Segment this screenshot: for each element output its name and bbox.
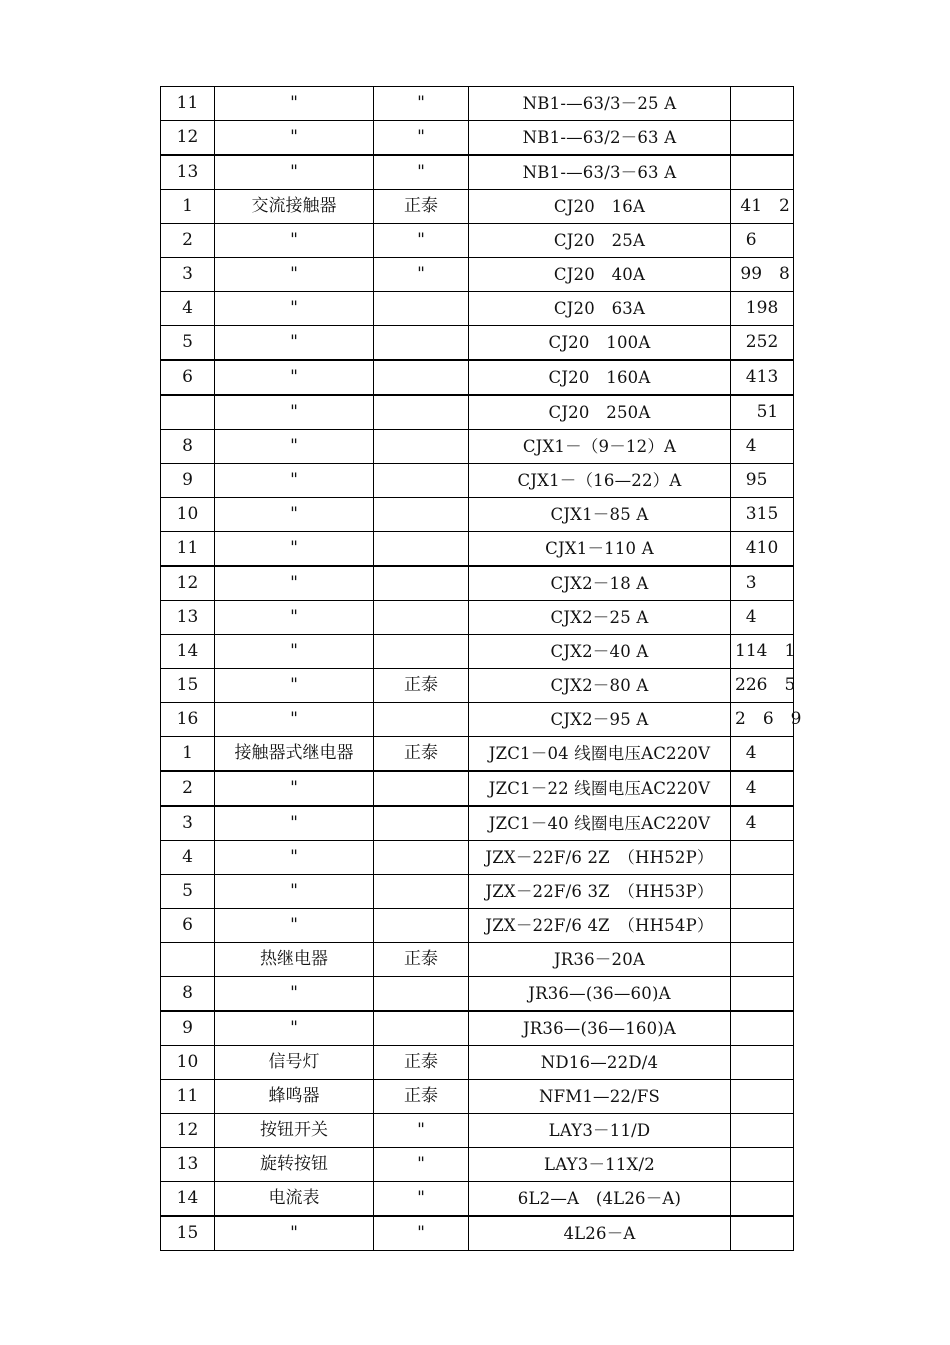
cell-brand xyxy=(374,635,469,669)
cell-brand: 正泰 xyxy=(374,1046,469,1080)
cell-brand: " xyxy=(374,87,469,121)
cell-brand xyxy=(374,360,469,395)
cell-brand xyxy=(374,977,469,1012)
cell-model: NFM1—22/FS xyxy=(469,1080,731,1114)
cell-brand xyxy=(374,601,469,635)
cell-model: CJ20 100A xyxy=(469,326,731,361)
cell-no: 2 xyxy=(161,771,215,806)
cell-no: 8 xyxy=(161,430,215,464)
table-row xyxy=(161,190,794,224)
table-row xyxy=(161,635,794,669)
table-row xyxy=(161,1182,794,1217)
table-row xyxy=(161,532,794,567)
table-row xyxy=(161,703,794,737)
cell-brand xyxy=(374,1011,469,1046)
cell-qty xyxy=(731,292,794,326)
cell-brand xyxy=(374,326,469,361)
table-row xyxy=(161,1046,794,1080)
cell-name: " xyxy=(215,292,374,326)
cell-no: 6 xyxy=(161,909,215,943)
document-sheet xyxy=(160,86,802,1251)
cell-model: CJX2－80 A xyxy=(469,669,731,703)
cell-brand xyxy=(374,464,469,498)
cell-no xyxy=(161,943,215,977)
table-row xyxy=(161,1148,794,1182)
table-row xyxy=(161,360,794,395)
table-row xyxy=(161,841,794,875)
cell-brand: " xyxy=(374,1114,469,1148)
cell-model: CJ20 25A xyxy=(469,224,731,258)
cell-qty-text: 226 5 xyxy=(735,675,796,695)
cell-name: " xyxy=(215,326,374,361)
cell-model: CJX1－85 A xyxy=(469,498,731,532)
cell-qty xyxy=(731,1080,794,1114)
cell-no: 9 xyxy=(161,1011,215,1046)
table-row xyxy=(161,224,794,258)
cell-model: JZX－22F/6 2Z （HH52P） xyxy=(469,841,731,875)
table-row xyxy=(161,395,794,430)
cell-brand: 正泰 xyxy=(374,669,469,703)
cell-no: 10 xyxy=(161,498,215,532)
cell-qty-text: 252 xyxy=(735,332,779,352)
cell-model: LAY3－11/D xyxy=(469,1114,731,1148)
cell-qty-text: 41 2 xyxy=(735,196,790,216)
cell-qty xyxy=(731,1011,794,1046)
table-row xyxy=(161,430,794,464)
cell-qty xyxy=(731,566,794,601)
cell-name: " xyxy=(215,87,374,121)
cell-no: 6 xyxy=(161,360,215,395)
cell-name: " xyxy=(215,430,374,464)
cell-qty-text: 315 xyxy=(735,504,779,524)
cell-model: CJX2－18 A xyxy=(469,566,731,601)
cell-name: " xyxy=(215,601,374,635)
cell-qty xyxy=(731,121,794,156)
cell-qty xyxy=(731,464,794,498)
cell-qty xyxy=(731,498,794,532)
cell-model: ND16—22D/4 xyxy=(469,1046,731,1080)
cell-name: " xyxy=(215,806,374,841)
cell-qty xyxy=(731,1046,794,1080)
cell-brand: 正泰 xyxy=(374,1080,469,1114)
cell-name: " xyxy=(215,155,374,190)
cell-qty xyxy=(731,430,794,464)
cell-qty xyxy=(731,737,794,772)
cell-qty xyxy=(731,1216,794,1251)
cell-no: 1 xyxy=(161,737,215,772)
cell-name: " xyxy=(215,909,374,943)
cell-name: " xyxy=(215,771,374,806)
cell-brand: " xyxy=(374,1216,469,1251)
cell-model: CJ20 40A xyxy=(469,258,731,292)
cell-brand xyxy=(374,566,469,601)
cell-qty xyxy=(731,771,794,806)
cell-model: JR36—(36—60)A xyxy=(469,977,731,1012)
cell-no: 12 xyxy=(161,121,215,156)
cell-model: JZX－22F/6 3Z （HH53P） xyxy=(469,875,731,909)
cell-name: 交流接触器 xyxy=(215,190,374,224)
table-row xyxy=(161,258,794,292)
table-row xyxy=(161,875,794,909)
cell-brand xyxy=(374,875,469,909)
cell-qty xyxy=(731,224,794,258)
cell-brand: " xyxy=(374,1182,469,1217)
cell-name: " xyxy=(215,395,374,430)
cell-name: " xyxy=(215,635,374,669)
cell-model: CJX2－95 A xyxy=(469,703,731,737)
cell-no: 15 xyxy=(161,1216,215,1251)
cell-no: 5 xyxy=(161,326,215,361)
cell-qty-text: 4 xyxy=(735,436,757,456)
parts-table xyxy=(160,86,802,1251)
cell-no: 5 xyxy=(161,875,215,909)
table-row xyxy=(161,601,794,635)
cell-model: CJ20 160A xyxy=(469,360,731,395)
cell-qty xyxy=(731,875,794,909)
table-row xyxy=(161,943,794,977)
cell-qty xyxy=(731,909,794,943)
table-row xyxy=(161,292,794,326)
table-row xyxy=(161,87,794,121)
cell-name: " xyxy=(215,1216,374,1251)
cell-brand xyxy=(374,703,469,737)
table-row xyxy=(161,771,794,806)
cell-name: " xyxy=(215,464,374,498)
cell-qty xyxy=(731,395,794,430)
cell-name: " xyxy=(215,669,374,703)
cell-model: CJX2－40 A xyxy=(469,635,731,669)
cell-no xyxy=(161,395,215,430)
cell-model: JR36－20A xyxy=(469,943,731,977)
cell-name: " xyxy=(215,121,374,156)
cell-model: JR36—(36—160)A xyxy=(469,1011,731,1046)
cell-name: " xyxy=(215,566,374,601)
cell-model: CJ20 63A xyxy=(469,292,731,326)
cell-no: 3 xyxy=(161,258,215,292)
cell-name: " xyxy=(215,977,374,1012)
cell-no: 14 xyxy=(161,635,215,669)
cell-no: 13 xyxy=(161,1148,215,1182)
cell-qty xyxy=(731,703,802,737)
table-row xyxy=(161,566,794,601)
cell-model: JZC1－04 线圈电压AC220V xyxy=(469,737,731,772)
cell-model: JZC1－40 线圈电压AC220V xyxy=(469,806,731,841)
cell-model: 4L26－A xyxy=(469,1216,731,1251)
cell-qty xyxy=(731,1114,794,1148)
table-row xyxy=(161,909,794,943)
cell-qty xyxy=(731,1182,794,1217)
cell-brand xyxy=(374,430,469,464)
cell-model: LAY3－11X/2 xyxy=(469,1148,731,1182)
cell-name: " xyxy=(215,498,374,532)
table-row xyxy=(161,977,794,1012)
cell-model: CJX1－（16—22）A xyxy=(469,464,731,498)
table-row xyxy=(161,1011,794,1046)
cell-brand xyxy=(374,395,469,430)
cell-brand xyxy=(374,841,469,875)
cell-model: CJ20 16A xyxy=(469,190,731,224)
cell-model: NB1-—63/3－25 A xyxy=(469,87,731,121)
cell-name: 蜂鸣器 xyxy=(215,1080,374,1114)
cell-name: " xyxy=(215,258,374,292)
cell-qty-text: 4 xyxy=(735,607,757,627)
cell-qty xyxy=(731,190,794,224)
cell-no: 11 xyxy=(161,87,215,121)
cell-qty xyxy=(731,601,794,635)
cell-brand: 正泰 xyxy=(374,737,469,772)
cell-no: 8 xyxy=(161,977,215,1012)
cell-brand: " xyxy=(374,155,469,190)
cell-qty-text: 3 xyxy=(735,573,757,593)
cell-model: CJX2－25 A xyxy=(469,601,731,635)
cell-name: " xyxy=(215,532,374,567)
cell-no: 1 xyxy=(161,190,215,224)
cell-no: 2 xyxy=(161,224,215,258)
cell-name: " xyxy=(215,224,374,258)
cell-qty xyxy=(731,977,794,1012)
cell-qty-text: 95 xyxy=(735,470,768,490)
cell-qty-text: 99 8 xyxy=(735,264,790,284)
cell-qty xyxy=(731,326,794,361)
cell-no: 12 xyxy=(161,566,215,601)
cell-qty-text: 51 xyxy=(735,402,779,422)
cell-no: 11 xyxy=(161,532,215,567)
cell-name: " xyxy=(215,875,374,909)
cell-model: CJ20 250A xyxy=(469,395,731,430)
cell-brand xyxy=(374,771,469,806)
cell-no: 14 xyxy=(161,1182,215,1217)
cell-qty xyxy=(731,258,794,292)
cell-brand: 正泰 xyxy=(374,943,469,977)
cell-name: 电流表 xyxy=(215,1182,374,1217)
cell-name: " xyxy=(215,841,374,875)
table-row xyxy=(161,737,794,772)
cell-qty xyxy=(731,360,794,395)
cell-qty xyxy=(731,943,794,977)
cell-qty-text: 4 xyxy=(735,813,757,833)
cell-qty-text: 410 xyxy=(735,538,779,558)
cell-name: " xyxy=(215,703,374,737)
cell-name: 按钮开关 xyxy=(215,1114,374,1148)
cell-model: JZX－22F/6 4Z （HH54P） xyxy=(469,909,731,943)
table-row xyxy=(161,326,794,361)
cell-brand: " xyxy=(374,224,469,258)
cell-brand xyxy=(374,498,469,532)
cell-qty-text: 413 xyxy=(735,367,779,387)
cell-brand xyxy=(374,909,469,943)
cell-qty xyxy=(731,635,794,669)
cell-name: 信号灯 xyxy=(215,1046,374,1080)
cell-qty-text: 6 xyxy=(735,230,757,250)
cell-qty xyxy=(731,155,794,190)
cell-qty xyxy=(731,841,794,875)
cell-qty xyxy=(731,532,794,567)
cell-name: 接触器式继电器 xyxy=(215,737,374,772)
cell-qty-text: 2 6 9 xyxy=(735,709,802,729)
table-row xyxy=(161,498,794,532)
cell-brand xyxy=(374,806,469,841)
cell-qty-text: 4 xyxy=(735,743,757,763)
cell-qty-text: 114 1 xyxy=(735,641,796,661)
cell-no: 10 xyxy=(161,1046,215,1080)
table-row xyxy=(161,669,794,703)
table-row xyxy=(161,121,794,156)
cell-model: CJX1－110 A xyxy=(469,532,731,567)
parts-table-body xyxy=(161,87,802,1251)
cell-no: 9 xyxy=(161,464,215,498)
cell-brand: 正泰 xyxy=(374,190,469,224)
cell-qty-text: 4 xyxy=(735,778,757,798)
cell-name: 热继电器 xyxy=(215,943,374,977)
cell-brand: " xyxy=(374,1148,469,1182)
cell-no: 4 xyxy=(161,292,215,326)
cell-name: 旋转按钮 xyxy=(215,1148,374,1182)
table-row xyxy=(161,1080,794,1114)
cell-qty xyxy=(731,87,794,121)
table-row xyxy=(161,1216,794,1251)
cell-brand xyxy=(374,292,469,326)
cell-model: 6L2—A (4L26－A) xyxy=(469,1182,731,1217)
table-row xyxy=(161,1114,794,1148)
cell-model: NB1-—63/2－63 A xyxy=(469,121,731,156)
table-row xyxy=(161,464,794,498)
cell-brand: " xyxy=(374,121,469,156)
cell-qty-text: 198 xyxy=(735,298,779,318)
cell-no: 15 xyxy=(161,669,215,703)
table-row xyxy=(161,806,794,841)
cell-model: JZC1－22 线圈电压AC220V xyxy=(469,771,731,806)
cell-brand xyxy=(374,532,469,567)
cell-name: " xyxy=(215,360,374,395)
cell-no: 3 xyxy=(161,806,215,841)
cell-name: " xyxy=(215,1011,374,1046)
cell-model: CJX1－（9－12）A xyxy=(469,430,731,464)
cell-no: 13 xyxy=(161,601,215,635)
cell-no: 12 xyxy=(161,1114,215,1148)
cell-qty xyxy=(731,1148,794,1182)
cell-no: 13 xyxy=(161,155,215,190)
cell-qty xyxy=(731,669,794,703)
table-row xyxy=(161,155,794,190)
cell-no: 16 xyxy=(161,703,215,737)
cell-no: 11 xyxy=(161,1080,215,1114)
cell-model: NB1-—63/3－63 A xyxy=(469,155,731,190)
cell-no: 4 xyxy=(161,841,215,875)
cell-qty xyxy=(731,806,794,841)
cell-brand: " xyxy=(374,258,469,292)
